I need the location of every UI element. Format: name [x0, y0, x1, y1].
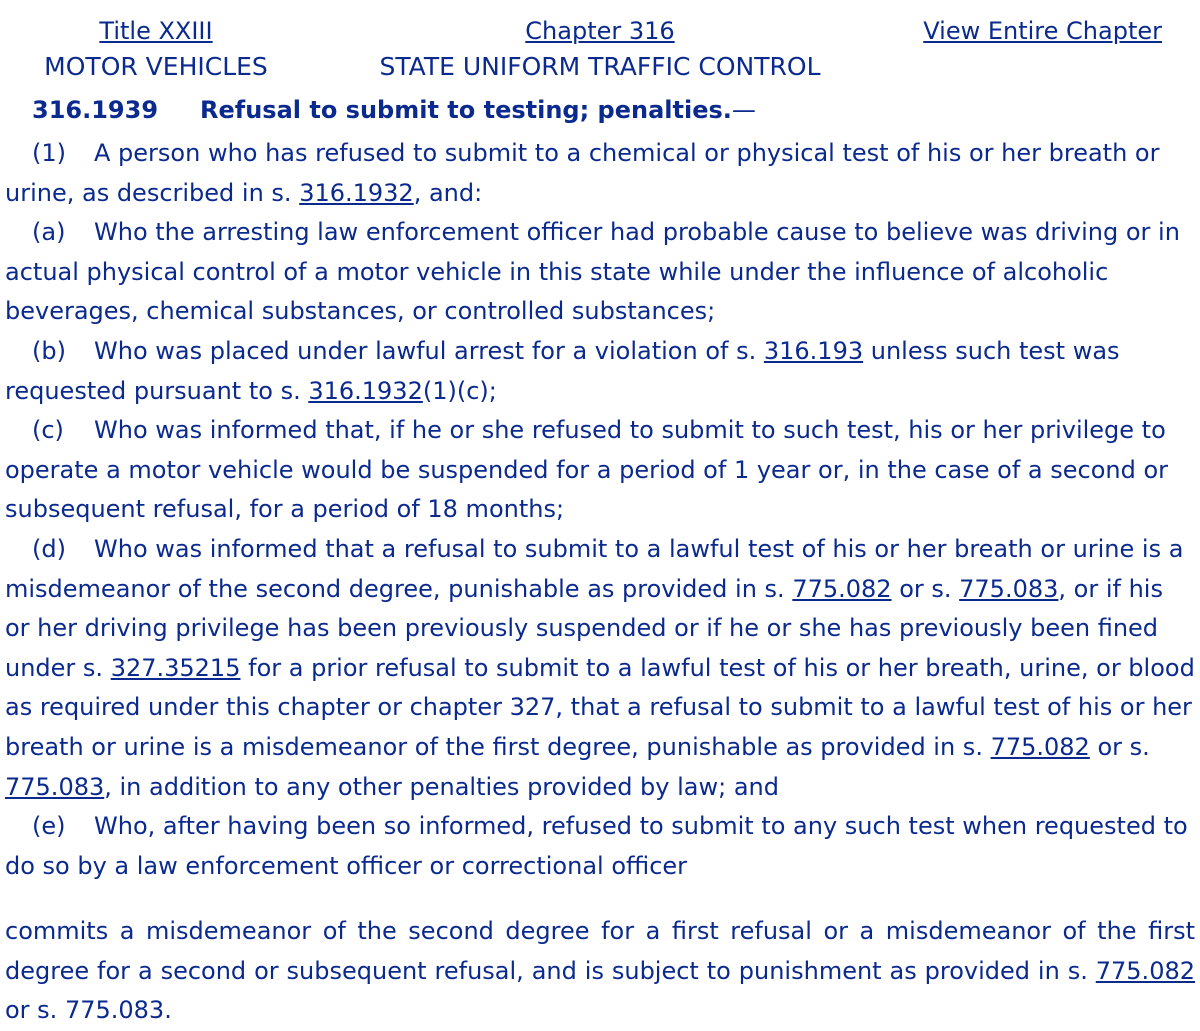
statute-link[interactable]: 775.082 — [990, 732, 1090, 761]
statute-link[interactable]: 316.1932 — [299, 178, 414, 207]
statute-link[interactable]: 775.083 — [5, 772, 105, 801]
paragraph-4 — [5, 530, 1195, 807]
statute-link[interactable]: 775.082 — [792, 574, 892, 603]
paragraph-0 — [5, 134, 1195, 213]
paragraph-label: (e) — [32, 812, 66, 841]
paragraph-text: (1)(c); — [422, 376, 497, 405]
paragraph-text: or s. — [1089, 732, 1150, 761]
paragraph-text: for a prior refusal to submit to a lawful test of his or her breath, urine, or blood as required under this chapter or chapter 327, that a refusal to submit to a lawful test of his or her breath or urine is a misdemeanor of the first degree, punishable as provided in s. — [5, 653, 1195, 761]
closing-tail: or s. 775.083. — [5, 996, 172, 1025]
chapter-name: STATE UNIFORM TRAFFIC CONTROL — [379, 52, 821, 81]
statute-link[interactable]: 775.082 — [1095, 956, 1195, 985]
paragraph-text: or s. — [891, 574, 960, 603]
section-number: 316.1939 — [32, 96, 159, 124]
paragraph-text: A person who has refused to submit to a chemical or physical test of his or her breath or urine, as described in s. — [5, 139, 1160, 207]
paragraph-1 — [5, 213, 1195, 332]
paragraph-5 — [5, 807, 1195, 886]
title-name: MOTOR VEHICLES — [44, 52, 268, 81]
section-dash: — — [731, 96, 756, 124]
statute-link[interactable]: 327.35215 — [110, 653, 241, 682]
statute-link[interactable]: 775.083 — [959, 574, 1059, 603]
view-entire-chapter-link[interactable]: View Entire Chapter — [923, 17, 1162, 45]
paragraph-label: (b) — [32, 336, 66, 365]
paragraph-2 — [5, 332, 1195, 411]
section-heading — [32, 93, 756, 127]
paragraph-text: , in addition to any other penalties provided by law; and — [104, 772, 779, 801]
paragraph-3 — [5, 411, 1195, 530]
paragraph-label: (d) — [32, 534, 66, 563]
paragraph-text: unless such test was requested pursuant to s. — [5, 336, 1120, 405]
chapter-link[interactable]: Chapter 316 — [525, 17, 675, 45]
title-column — [36, 14, 276, 85]
paragraph-text: , or if his or her driving privilege has been previously suspended or if he or she has previously been fined under s. — [5, 574, 1163, 682]
closing-paragraph — [5, 912, 1195, 1031]
paragraph-label: (c) — [32, 416, 64, 445]
statute-link[interactable]: 316.193 — [763, 336, 864, 365]
section-body — [5, 134, 1195, 886]
paragraph-label: (a) — [32, 218, 66, 247]
paragraph-text: , and: — [413, 178, 483, 207]
closing-text: commits a misdemeanor of the second degree for a first refusal or a misdemeanor of the first degree for a second or subsequent refusal, and is subject to punishment as provided in s. — [5, 917, 1195, 985]
paragraph-text: Who was placed under lawful arrest for a violation of s. — [94, 336, 764, 365]
page-header — [0, 0, 1200, 96]
section-catchline: Refusal to submit to testing; penalties. — [200, 96, 732, 124]
statute-link[interactable]: 316.1932 — [308, 376, 423, 405]
chapter-column — [360, 14, 840, 85]
title-link[interactable]: Title XXIII — [99, 17, 213, 45]
paragraph-label: (1) — [32, 139, 66, 167]
paragraph-text: Who, after having been so informed, refused to submit to any such test when requested to do so by a law enforcement officer or correctional officer — [5, 812, 1188, 880]
paragraph-text: Who was informed that a refusal to submit to a lawful test of his or her breath or urine is a misdemeanor of the second degree, punishable as provided in s. — [5, 534, 1184, 603]
paragraph-text: Who the arresting law enforcement officer had probable cause to believe was driving or in actual physical control of a motor vehicle in this state while under the influence of alcoholic beverages, chemical substances, or controlled substances; — [5, 218, 1180, 326]
view-column — [923, 14, 1162, 49]
paragraph-text: Who was informed that, if he or she refused to submit to such test, his or her privilege to operate a motor vehicle would be suspended for a period of 1 year or, in the case of a second or subsequent refusal, for a period of 18 months; — [5, 416, 1169, 524]
